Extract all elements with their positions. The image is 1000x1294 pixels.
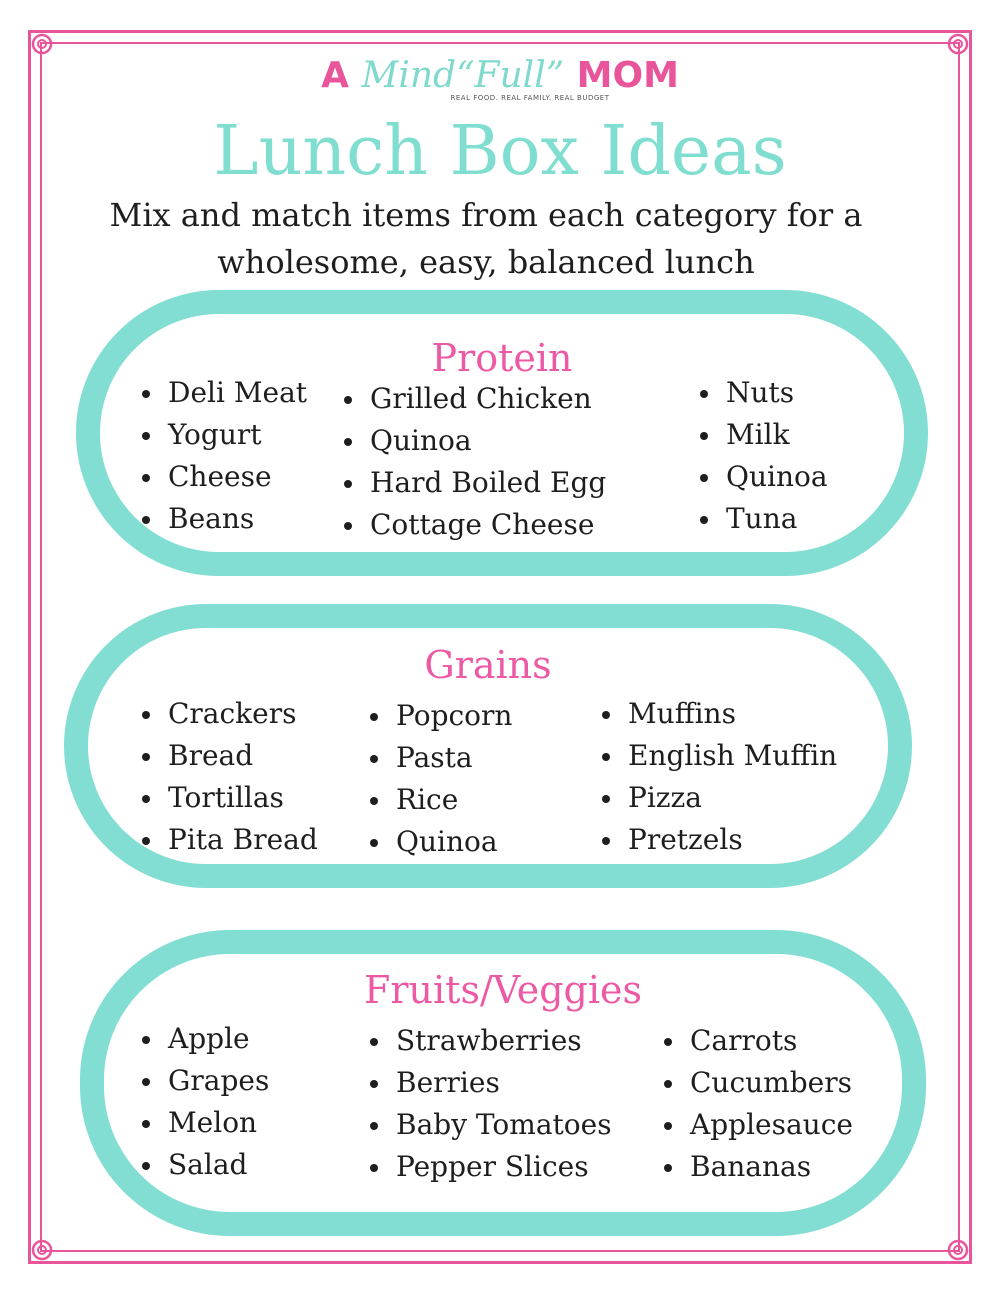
list-item: Pasta — [366, 737, 512, 779]
grains-section — [64, 604, 912, 888]
list-item: Apple — [138, 1018, 269, 1060]
list-item: Quinoa — [366, 821, 512, 863]
list-item: Pretzels — [598, 819, 837, 861]
protein-column-2 — [340, 378, 606, 546]
fruits-column-2 — [366, 1020, 612, 1188]
corner-swirl-icon — [22, 1230, 62, 1270]
logo-full: “Full” — [456, 55, 565, 96]
fruits-column-3 — [660, 1020, 853, 1188]
list-item: Deli Meat — [138, 372, 307, 414]
list-item: Yogurt — [138, 414, 307, 456]
list-item: Tuna — [696, 498, 828, 540]
list-item: Crackers — [138, 693, 318, 735]
list-item: Bananas — [660, 1146, 853, 1188]
list-item: Cottage Cheese — [340, 504, 606, 546]
page-title: Lunch Box Ideas — [213, 112, 787, 191]
list-item: Cheese — [138, 456, 307, 498]
list-item: Hard Boiled Egg — [340, 462, 606, 504]
logo-a: A — [321, 55, 349, 96]
list-item: Milk — [696, 414, 828, 456]
list-item: Rice — [366, 779, 512, 821]
protein-column-3 — [696, 372, 828, 540]
list-item: Tortillas — [138, 777, 318, 819]
grains-column-3 — [598, 693, 837, 861]
logo-mind: Mind — [361, 55, 457, 96]
list-item: Quinoa — [340, 420, 606, 462]
list-item: Berries — [366, 1062, 612, 1104]
subtitle-line-2: wholesome, easy, balanced lunch — [217, 243, 755, 281]
list-item: Grapes — [138, 1060, 269, 1102]
list-item: Nuts — [696, 372, 828, 414]
list-item: Bread — [138, 735, 318, 777]
list-item: Baby Tomatoes — [366, 1104, 612, 1146]
list-item: English Muffin — [598, 735, 837, 777]
grains-column-1 — [138, 693, 318, 861]
list-item: Pepper Slices — [366, 1146, 612, 1188]
brand-logo — [0, 56, 1000, 102]
list-item: Beans — [138, 498, 307, 540]
corner-swirl-icon — [938, 1230, 978, 1270]
logo-mom: MOM — [576, 55, 679, 96]
list-item: Muffins — [598, 693, 837, 735]
fruits-veggies-title: Fruits/Veggies — [364, 968, 642, 1012]
list-item: Grilled Chicken — [340, 378, 606, 420]
list-item: Melon — [138, 1102, 269, 1144]
fruits-column-1 — [138, 1018, 269, 1186]
list-item: Popcorn — [366, 695, 512, 737]
protein-column-1 — [138, 372, 307, 540]
fruits-veggies-section — [80, 930, 926, 1236]
list-item: Strawberries — [366, 1020, 612, 1062]
list-item: Salad — [138, 1144, 269, 1186]
protein-title: Protein — [431, 336, 573, 380]
list-item: Quinoa — [696, 456, 828, 498]
list-item: Pizza — [598, 777, 837, 819]
logo-tagline: REAL FOOD. REAL FAMILY. REAL BUDGET — [450, 94, 610, 102]
protein-section — [76, 290, 928, 576]
grains-title: Grains — [424, 643, 552, 687]
list-item: Applesauce — [660, 1104, 853, 1146]
list-item: Cucumbers — [660, 1062, 853, 1104]
list-item: Carrots — [660, 1020, 853, 1062]
subtitle-line-1: Mix and match items from each category for a — [109, 196, 863, 234]
grains-column-2 — [366, 695, 512, 863]
page-subtitle — [0, 192, 972, 286]
list-item: Pita Bread — [138, 819, 318, 861]
logo-wordmark — [0, 56, 1000, 96]
